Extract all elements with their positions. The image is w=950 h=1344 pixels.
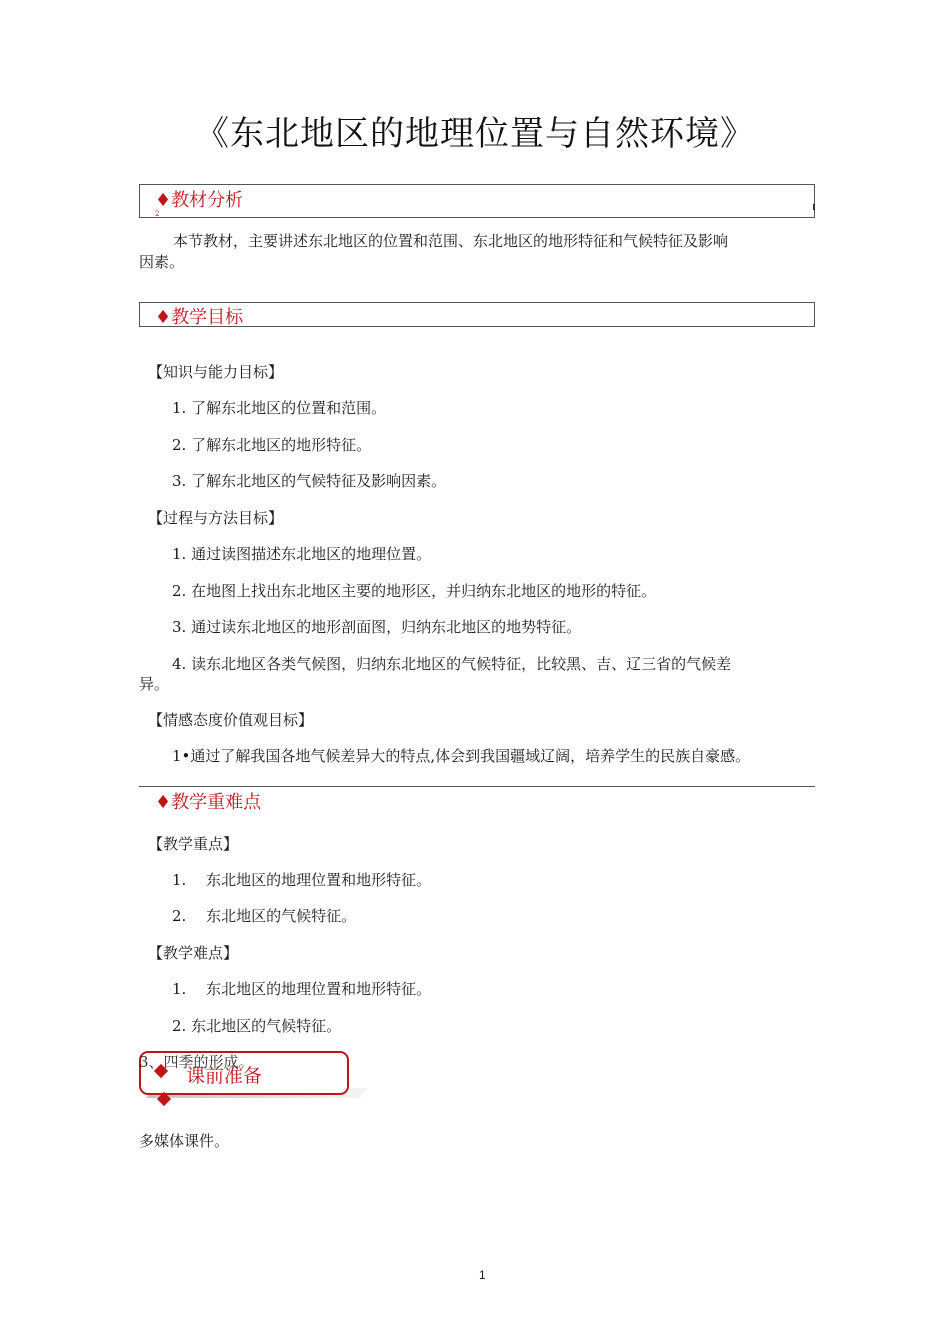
difficult-point-item: 1. 东北地区的地理位置和地形特征。 <box>172 980 432 998</box>
key-point-item: 1. 东北地区的地理位置和地形特征。 <box>172 871 432 889</box>
key-point-item: 2. 东北地区的气候特征。 <box>172 907 357 925</box>
emotion-goals-label: 【情感态度价值观目标】 <box>148 711 314 729</box>
process-item: 3. 通过读东北地区的地形剖面图，归纳东北地区的地势特征。 <box>172 618 582 636</box>
overlapping-text: 3、四季的形成。 <box>139 1053 254 1071</box>
section-marker: 2 <box>155 210 160 218</box>
process-item: 1. 通过读图描述东北地区的地理位置。 <box>172 545 432 563</box>
difficult-points-label: 【教学难点】 <box>148 944 239 962</box>
key-points-label: 【教学重点】 <box>148 835 239 853</box>
process-item-continuation: 异。 <box>139 675 170 693</box>
section-heading-preparation: 课前准备 <box>186 1065 263 1087</box>
knowledge-item: 3. 了解东北地区的气候特征及影响因素。 <box>172 472 447 490</box>
knowledge-item: 1. 了解东北地区的位置和范围。 <box>172 399 387 417</box>
box-tick-mark <box>813 204 815 210</box>
page-number: 1 <box>479 1268 486 1282</box>
page-title: 《东北地区的地理位置与自然环境》 <box>195 114 755 154</box>
section-heading-key-difficult: ♦教学重难点 <box>155 792 262 813</box>
preparation-content: 多媒体课件。 <box>139 1132 230 1150</box>
section-heading-textbook-analysis: ♦教材分析 <box>155 190 244 211</box>
analysis-paragraph-line2: 因素。 <box>139 253 185 271</box>
analysis-paragraph-line1: 本节教材，主要讲述东北地区的位置和范围、东北地区的地形特征和气候特征及影响 <box>173 232 729 250</box>
process-item: 4. 读东北地区各类气候图，归纳东北地区的气候特征，比较黑、吉、辽三省的气候差 <box>172 655 732 673</box>
emotion-item: 1•通过了解我国各地气候差异大的特点,体会到我国疆域辽阔，培养学生的民族自豪感。 <box>172 747 751 765</box>
section-divider <box>139 786 815 787</box>
process-item: 2. 在地图上找出东北地区主要的地形区，并归纳东北地区的地形的特征。 <box>172 582 657 600</box>
difficult-point-item: 2. 东北地区的气候特征。 <box>172 1017 342 1035</box>
process-goals-label: 【过程与方法目标】 <box>148 509 284 527</box>
section-heading-teaching-goals: ♦教学目标 <box>155 307 244 328</box>
knowledge-item: 2. 了解东北地区的地形特征。 <box>172 436 372 454</box>
knowledge-goals-label: 【知识与能力目标】 <box>148 363 284 381</box>
